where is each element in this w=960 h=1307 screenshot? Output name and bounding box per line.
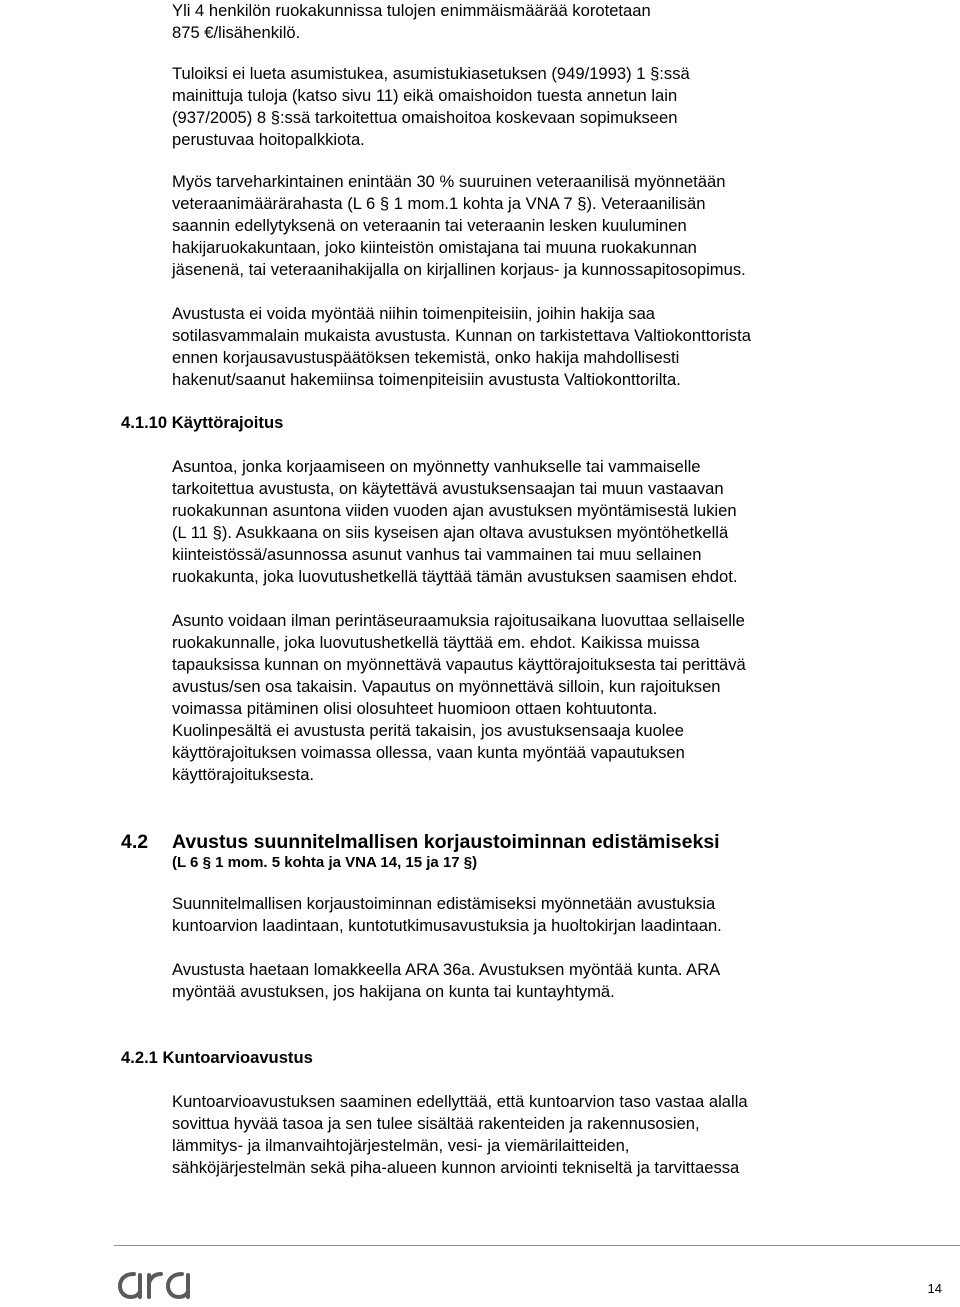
text-line: käyttörajoituksen voimassa ollessa, vaan kunta myöntää vapautuksen [172,743,685,762]
text-line: myöntää avustuksen, jos hakijana on kunta tai kuntayhtymä. [172,982,615,1001]
text-line: 875 €/lisähenkilö. [172,23,301,42]
text-line: mainittuja tuloja (katso sivu 11) eikä omaishoidon tuesta annetun lain [172,86,678,105]
text-line: käyttörajoituksesta. [172,765,315,784]
footer-divider [114,1245,960,1246]
ara-logo [118,1262,190,1307]
text-line: sotilasvammalain mukaista avustusta. Kunnan on tarkistettava Valtiokonttorista [172,326,751,345]
text-line: ruokakunnalle, joka luovutushetkellä täyttää em. ehdot. Kaikissa muissa [172,633,700,652]
text-line: hakenut/saanut hakemiinsa toimenpiteisiin avustusta Valtiokonttorilta. [172,370,681,389]
text-line: avustus/sen osa takaisin. Vapautus on myönnettävä silloin, kun rajoituksen [172,677,721,696]
heading-number: 4.2 [121,831,149,853]
text-line: jäsenenä, tai veteraanihakijalla on kirjallinen korjaus- ja kunnossapitosopimus. [172,260,746,279]
heading-condition-assessment: 4.2.1 Kuntoarvioavustus [121,1048,313,1067]
text-line: kiinteistössä/asunnossa asunut vanhus tai vammainen tai muu sellainen [172,545,702,564]
text-line: Suunnitelmallisen korjaustoiminnan edistämiseksi myönnetään avustuksia [172,894,716,913]
text-line: Myös tarveharkintainen enintään 30 % suuruinen veteraanilisä myönnetään [172,172,726,191]
paragraph-planned-repair-1 [172,893,872,937]
ara-logo-icon [118,1262,190,1302]
heading-usage-restriction: 4.1.10 Käyttörajoitus [121,413,284,432]
text-line: Asunto voidaan ilman perintäseuraamuksia rajoitusaikana luovuttaa sellaiselle [172,611,745,630]
paragraph-planned-repair-2 [172,959,872,1003]
text-line: ruokakunnan asuntona viiden vuoden ajan avustuksen myöntämisestä lukien [172,501,737,520]
text-line: Avustusta ei voida myöntää niihin toimenpiteisiin, joihin hakija saa [172,304,656,323]
paragraph-veteran-supplement [172,171,872,281]
text-line: Kuolinpesältä ei avustusta peritä takaisin, jos avustuksensaaja kuolee [172,721,684,740]
text-line: Avustusta haetaan lomakkeella ARA 36a. Avustuksen myöntää kunta. ARA [172,960,721,979]
paragraph-condition-assessment [172,1091,872,1179]
paragraph-military-injury [172,303,872,391]
text-line: Yli 4 henkilön ruokakunnissa tulojen enimmäismäärää korotetaan [172,1,651,20]
text-line: ennen korjausavustuspäätöksen tekemistä, onko hakija mahdollisesti [172,348,680,367]
text-line: sähköjärjestelmän sekä piha-alueen kunnon arviointi tekniseltä ja tarvittaessa [172,1158,740,1177]
paragraph-income-limit [172,0,872,44]
page-number: 14 [927,1281,942,1296]
text-line: lämmitys- ja ilmanvaihtojärjestelmän, vesi- ja viemärilaitteiden, [172,1136,630,1155]
text-line: tarkoitettua avustusta, on käytettävä avustuksensaajan tai muun vastaavan [172,479,724,498]
paragraph-usage-restriction-1 [172,456,872,588]
text-line: sovittua hyvää tasoa ja sen tulee sisältää rakenteiden ja rakennusosien, [172,1114,700,1133]
heading-legal-reference: (L 6 § 1 mom. 5 kohta ja VNA 14, 15 ja 17 §) [172,854,478,871]
text-line: voimassa pitäminen olisi olosuhteet huomioon ottaen kohtuutonta. [172,699,658,718]
text-line: (937/2005) 8 §:ssä tarkoitettua omaishoitoa koskevaan sopimukseen [172,108,678,127]
paragraph-usage-restriction-2 [172,610,872,786]
text-line: perustuvaa hoitopalkkiota. [172,130,365,149]
text-line: ruokakunta, joka luovutushetkellä täyttää tämän avustuksen saamisen ehdot. [172,567,738,586]
text-line: tapauksissa kunnan on myönnettävä vapautus käyttörajoituksesta tai perittävä [172,655,746,674]
text-line: Kuntoarvioavustuksen saaminen edellyttää, että kuntoarvion taso vastaa alalla [172,1092,748,1111]
heading-planned-repair-grant [121,830,720,854]
text-line: (L 11 §). Asukkaana on siis kyseisen ajan oltava avustuksen myöntöhetkellä [172,523,729,542]
text-line: Asuntoa, jonka korjaamiseen on myönnetty vanhukselle tai vammaiselle [172,457,701,476]
text-line: Tuloiksi ei lueta asumistukea, asumistukiasetuksen (949/1993) 1 §:ssä [172,64,690,83]
text-line: kuntoarvion laadintaan, kuntotutkimusavustuksia ja huoltokirjan laadintaan. [172,916,722,935]
text-line: saannin edellytyksenä on veteraanin tai veteraanin lesken kuuluminen [172,216,687,235]
heading-title: Avustus suunnitelmallisen korjaustoiminnan edistämiseksi [172,831,720,853]
text-line: hakijaruokakuntaan, joko kiinteistön omistajana tai muuna ruokakunnan [172,238,697,257]
text-line: veteraanimäärärahasta (L 6 § 1 mom.1 kohta ja VNA 7 §). Veteraanilisän [172,194,706,213]
paragraph-excluded-income [172,63,872,151]
